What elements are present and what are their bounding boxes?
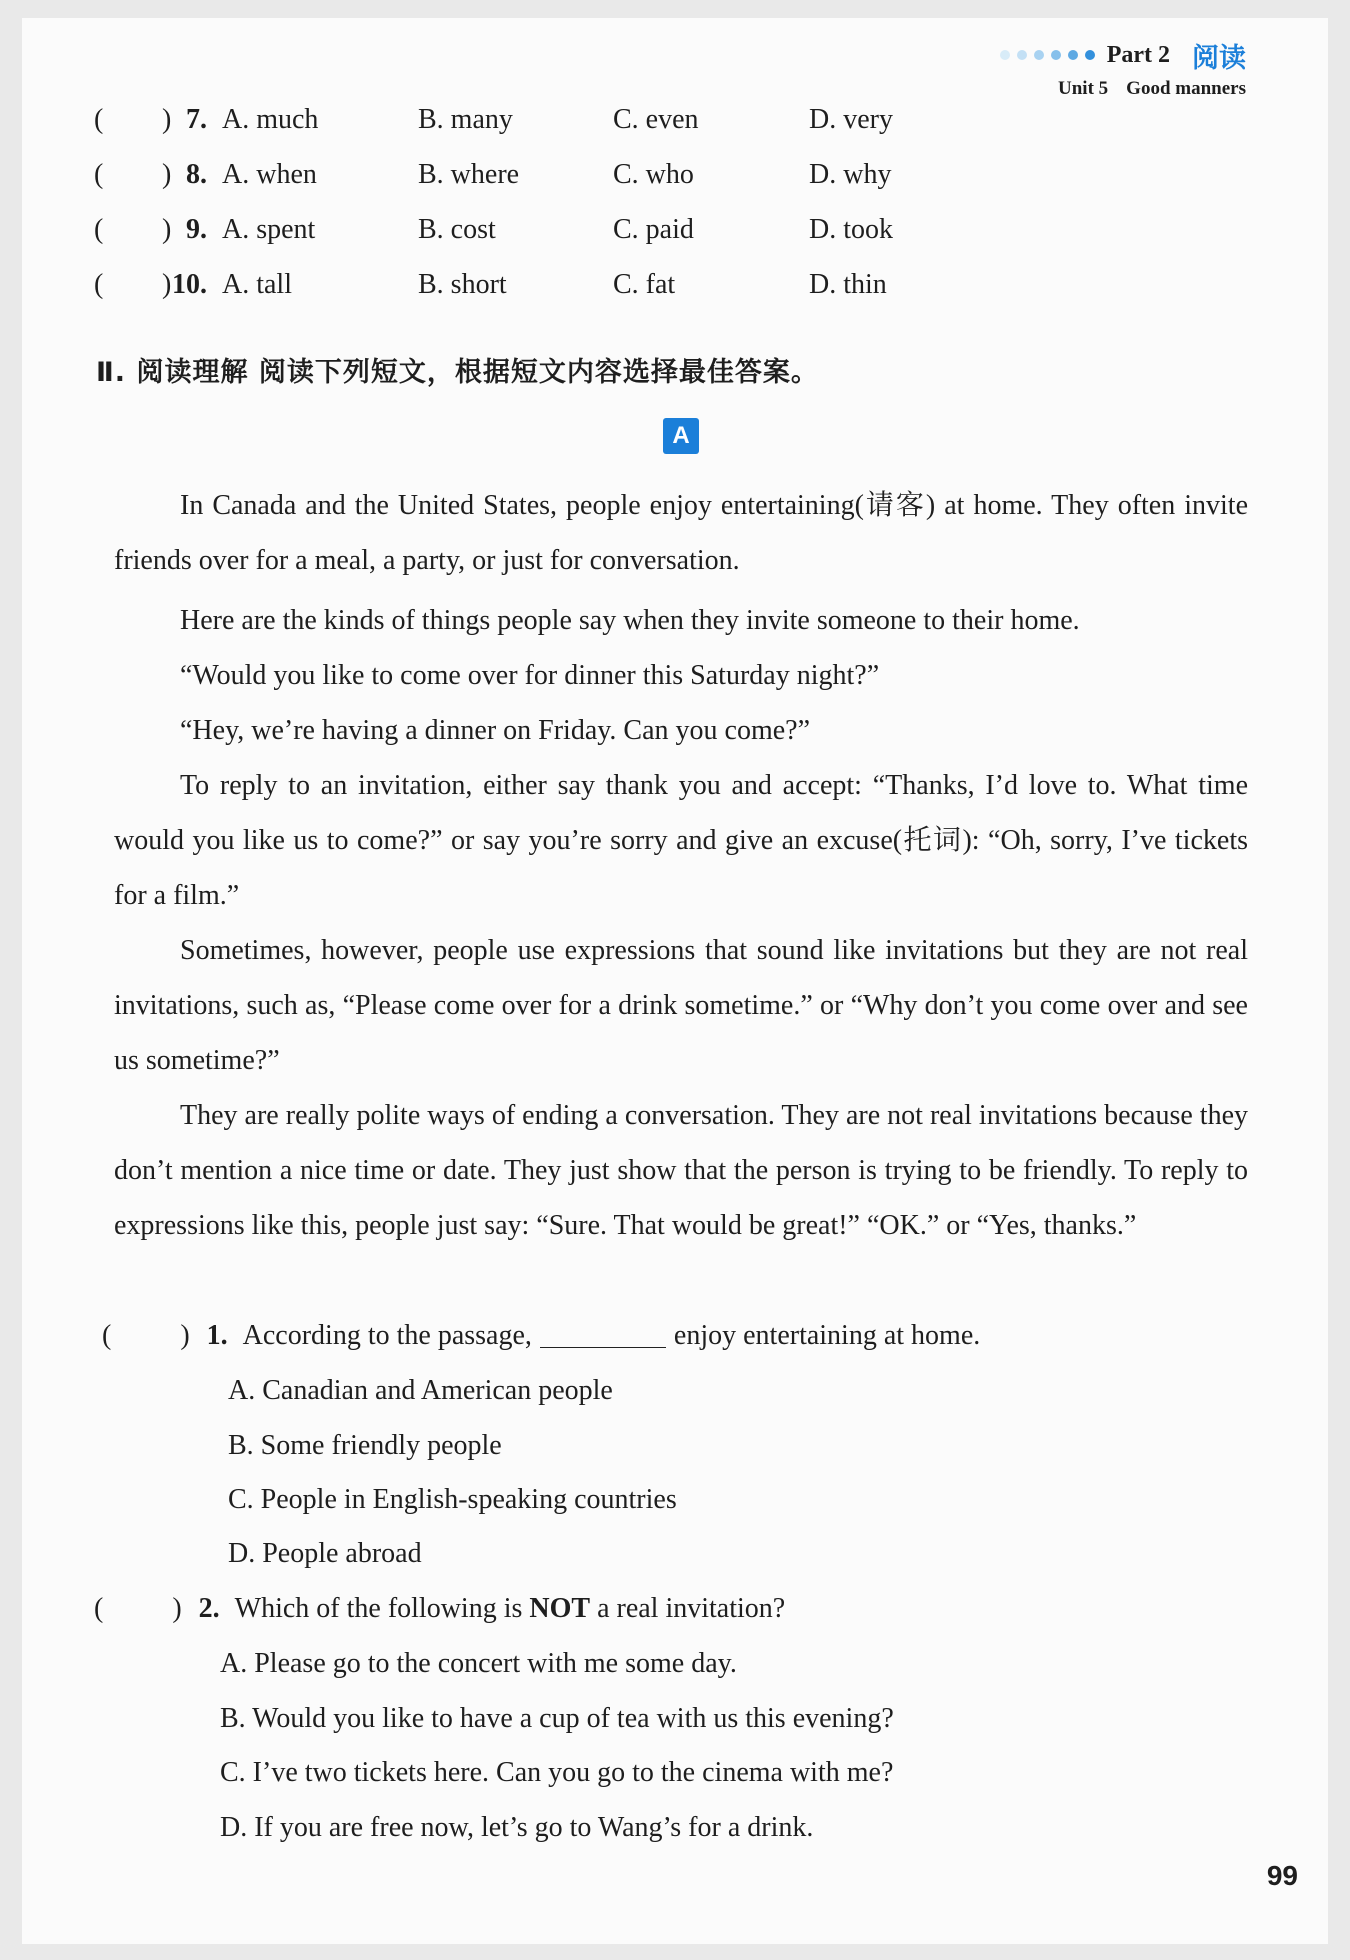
question-2: ( ) 2. Which of the following is NOT a real invitation?	[94, 1593, 786, 1624]
passage-paragraph: In Canada and the United States, people enjoy entertaining(请客) at home. They often invite friends over for a meal, a party, or just for conversation.	[114, 490, 1248, 576]
section-title: Ⅱ. 阅读理解 阅读下列短文，根据短文内容选择最佳答案。	[96, 357, 819, 388]
dot-icon	[1068, 50, 1078, 60]
passage-quote: “Hey, we’re having a dinner on Friday. Can you come?”	[180, 715, 811, 746]
passage-badge: A	[663, 418, 699, 454]
workbook-page: Part 2 阅读 Unit 5 Good manners ( ) 7. A. much B. many C. even D. very ( ) 8. A. when B. where C. who D. why ( ) 9. A. spent B. cost C. paid D. took ( ) 10. A. tall B. short C. fat D. thin Ⅱ. 阅读理解 阅读下列短文，根据短文内容选择最佳答案。 A In Canada and the United States, people enjoy entertaining(请客) at home. They often invite friends over for a meal, a party, or just for conversation. Here are the kinds of things people say when they invite someone to their home. “Would you like to come over for dinner this Saturday night?” “Hey, we’re having a dinner on Friday. Can you come?” To reply to an invitation, either say thank you and accept: “Thanks, I’d love to. What time would you like us to come?” or say you’re sorry and give an excuse(托词): “Oh, sorry, I’ve tickets for a film.” Sometimes, however, people use expressions that sound like invitations but they are not real invitations, such as, “Please come over for a drink sometime.” or “Why don’t you come over and see us sometime?” They are really polite ways of ending a conversation. They are not real invitations because they don’t mention a nice time or date. They just show that the person is trying to be friendly. To reply to expressions like this, people just say: “Sure. That would be great!” “OK.” or “Yes, thanks.” ( ) 1. According to the passage, enjoy entertaining at home. A. Canadian and American people B. Some friendly people C. People in English-speaking countries D. People abroad ( ) 2. Which of the following is NOT a real invitation? A. Please go to the concert with me some day. B. Would you like to have a cup of tea with us this evening? C. I’ve two tickets here. Can you go to the cinema with me? D. If you are free now, let’s go to Wang’s for a drink. 99	[22, 18, 1328, 1944]
option: B. Some friendly people	[228, 1430, 502, 1461]
header-part: Part 2	[1106, 41, 1170, 68]
option: D. People abroad	[228, 1538, 422, 1569]
header-section: 阅读	[1192, 42, 1246, 74]
passage-paragraph: To reply to an invitation, either say thank you and accept: “Thanks, I’d love to. What time would you like us to come?” or say you’re sorry and give an excuse(托词): “Oh, sorry, I’ve tickets for a film.”	[114, 770, 1248, 911]
option: C. People in English-speaking countries	[228, 1484, 677, 1515]
passage-quote: “Would you like to come over for dinner this Saturday night?”	[180, 660, 880, 691]
dot-icon	[1051, 50, 1061, 60]
dot-icon	[1085, 50, 1095, 60]
passage-paragraph: They are really polite ways of ending a conversation. They are not real invitations because they don’t mention a nice time or date. They just show that the person is trying to be friendly. To reply to expressions like this, people just say: “Sure. That would be great!” “OK.” or “Yes, thanks.”	[114, 1100, 1248, 1241]
option: C. I’ve two tickets here. Can you go to the cinema with me?	[220, 1757, 894, 1788]
dot-icon	[1017, 50, 1027, 60]
header-unit: Unit 5 Good manners	[1058, 78, 1246, 99]
passage-paragraph: Sometimes, however, people use expressions that sound like invitations but they are not real invitations, such as, “Please come over for a drink sometime.” or “Why don’t you come over and see us sometime?”	[114, 935, 1248, 1076]
option: D. If you are free now, let’s go to Wang’s for a drink.	[220, 1812, 814, 1843]
option: B. Would you like to have a cup of tea with us this evening?	[220, 1703, 894, 1734]
dot-icon	[1034, 50, 1044, 60]
page-number: 99	[1266, 1860, 1298, 1891]
answer-blank	[540, 1347, 666, 1348]
passage-line: Here are the kinds of things people say when they invite someone to their home.	[180, 605, 1080, 636]
page-header	[1000, 36, 1246, 100]
question-1: ( ) 1. According to the passage, enjoy entertaining at home.	[102, 1320, 981, 1351]
header-dots	[1000, 50, 1095, 60]
dot-icon	[1000, 50, 1010, 60]
option: A. Please go to the concert with me some day.	[220, 1648, 737, 1679]
option: A. Canadian and American people	[228, 1375, 613, 1406]
